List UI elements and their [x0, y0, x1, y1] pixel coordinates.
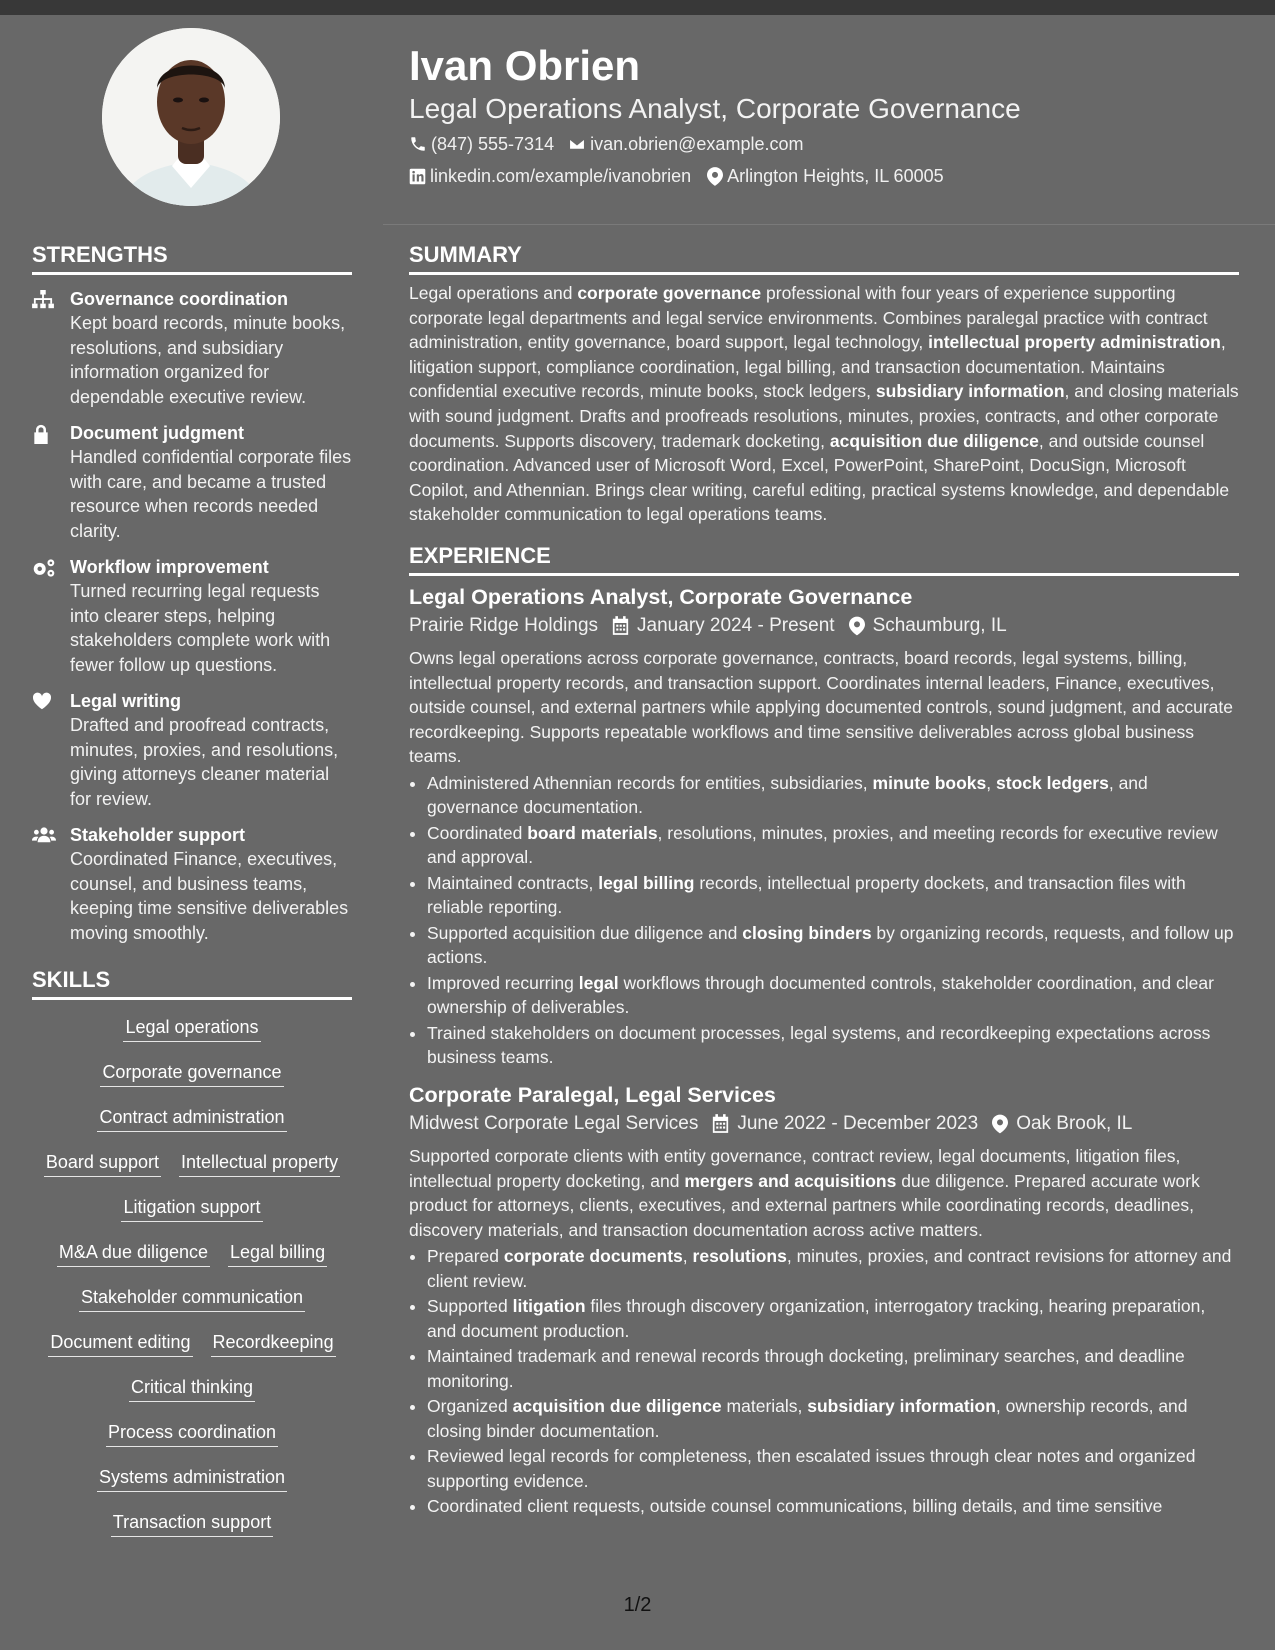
skill-tag: Intellectual property — [179, 1149, 340, 1177]
location-text: Arlington Heights, IL 60005 — [727, 166, 944, 186]
contact-row-2 — [409, 160, 1239, 192]
calendar-icon — [712, 1114, 729, 1133]
job-bullets — [409, 771, 1239, 1070]
strength-title: Document judgment — [70, 423, 244, 443]
left-column — [32, 240, 352, 1554]
summary-text: Legal operations and corporate governance professional with four years of experience supporting corporate legal departments and legal service environments. Combines paralegal practice with contract administration, entity governance, board support, legal technology, intellectual property administration, litigation support, compliance coordination, legal billing, and transaction documentation. Maintains confidential executive records, minute books, stock ledgers, subsidiary information, and closing materials with sound judgment. Drafts and proofreads resolutions, minutes, proxies, contracts, and other corporate documents. Supports discovery, trademark docketing, acquisition due diligence, and outside counsel coordination. Advanced user of Microsoft Word, Excel, PowerPoint, SharePoint, DocuSign, Microsoft Copilot, and Athennian. Brings clear writing, careful editing, practical systems knowledge, and dependable stakeholder communication to legal operations teams. — [409, 283, 1239, 525]
strength-title: Stakeholder support — [70, 825, 246, 845]
skill-row — [32, 1059, 352, 1104]
job-title: Legal Operations Analyst, Corporate Governance — [409, 584, 913, 609]
phone-icon — [409, 135, 427, 153]
skill-tag: Stakeholder communication — [79, 1284, 305, 1312]
skill-row — [32, 1194, 352, 1239]
email-text: ivan.obrien@example.com — [590, 134, 804, 154]
top-bar — [0, 0, 1275, 15]
skill-tag: Legal billing — [228, 1239, 327, 1267]
sitemap-icon — [32, 287, 70, 409]
resume-header — [409, 40, 1239, 192]
job-entry — [409, 582, 1239, 1070]
skill-tag: Critical thinking — [129, 1374, 255, 1402]
job-dates: January 2024 - Present — [637, 614, 835, 636]
skill-tag: Document editing — [48, 1329, 192, 1357]
strength-title: Legal writing — [70, 691, 182, 711]
experience-heading: EXPERIENCE — [409, 541, 1239, 576]
job-meta — [409, 1110, 1239, 1138]
job-bullet: • Prepared corporate documents, resolutions, minutes, proxies, and contract revisions for attorney and client review. — [427, 1244, 1239, 1293]
skill-row — [32, 1464, 352, 1509]
job-title: Corporate Paralegal, Legal Services — [409, 1082, 776, 1107]
skills-heading: SKILLS — [32, 965, 352, 1000]
contact-row-1 — [409, 128, 1239, 160]
email-contact[interactable] — [568, 128, 803, 160]
users-icon — [32, 823, 70, 945]
candidate-name: Ivan Obrien — [409, 42, 641, 89]
job-location: Oak Brook, IL — [1016, 1112, 1133, 1134]
strength-item — [32, 823, 352, 945]
job-bullet: • Coordinated client requests, outside counsel communications, billing details, and time sensitive — [427, 1494, 1239, 1519]
job-company: Prairie Ridge Holdings — [409, 614, 599, 636]
job-company: Midwest Corporate Legal Services — [409, 1112, 699, 1134]
phone-text: (847) 555-7314 — [431, 134, 555, 154]
summary-heading: SUMMARY — [409, 240, 1239, 275]
job-bullet: • Maintained trademark and renewal records through docketing, preliminary searches, and deadline monitoring. — [427, 1344, 1239, 1393]
job-dates: June 2022 - December 2023 — [737, 1112, 979, 1134]
skill-tag: Contract administration — [97, 1104, 286, 1132]
job-bullet: • Supported litigation files through discovery organization, interrogatory tracking, hearing preparation, and document production. — [427, 1294, 1239, 1343]
skill-row — [32, 1014, 352, 1059]
skill-tag: Corporate governance — [100, 1059, 283, 1087]
job-bullet: • Improved recurring legal workflows through documented controls, stakeholder coordination, and clear ownership of deliverables. — [427, 971, 1239, 1020]
linkedin-icon — [409, 168, 426, 185]
strength-item — [32, 287, 352, 409]
strength-item — [32, 421, 352, 543]
job-bullet: • Organized acquisition due diligence materials, subsidiary information, ownership records, and closing binder documentation. — [427, 1394, 1239, 1443]
strength-description: Handled confidential corporate files with care, and became a trusted resource when records needed clarity. — [70, 447, 352, 541]
job-bullet: • Coordinated board materials, resolutions, minutes, proxies, and meeting records for executive review and approval. — [427, 821, 1239, 870]
strengths-list — [32, 287, 352, 945]
strength-item — [32, 555, 352, 677]
map-pin-icon — [849, 616, 865, 636]
header-divider — [383, 224, 1275, 225]
skill-row — [32, 1239, 352, 1284]
map-pin-icon — [707, 167, 723, 186]
strength-title: Governance coordination — [70, 289, 289, 309]
linkedin-text: linkedin.com/example/ivanobrien — [430, 166, 692, 186]
page-number: 1/2 — [623, 1594, 652, 1616]
job-location: Schaumburg, IL — [872, 614, 1007, 636]
candidate-title: Legal Operations Analyst, Corporate Governance — [409, 93, 1021, 124]
strengths-heading: STRENGTHS — [32, 240, 352, 275]
skill-tag: Transaction support — [111, 1509, 273, 1537]
phone-contact[interactable] — [409, 128, 554, 160]
experience-list — [409, 582, 1239, 1519]
job-description: Supported corporate clients with entity governance, contract review, legal documents, litigation files, intellectual property docketing, and mergers and acquisitions due diligence. Prepared accurate work product for attorneys, clients, executives, and external partners while coordinating records, deadlines, discovery materials, and transaction documentation across active matters. — [409, 1145, 1200, 1240]
skill-tag: Board support — [44, 1149, 161, 1177]
skill-tag: M&A due diligence — [57, 1239, 210, 1267]
strength-item — [32, 689, 352, 811]
job-bullet: • Administered Athennian records for entities, subsidiaries, minute books, stock ledgers, and governance documentation. — [427, 771, 1239, 820]
job-bullet: • Maintained contracts, legal billing records, intellectual property dockets, and transaction files with reliable reporting. — [427, 871, 1239, 920]
lock-icon — [32, 421, 70, 543]
strength-description: Turned recurring legal requests into clearer steps, helping stakeholders complete work with fewer follow up questions. — [70, 581, 331, 675]
strength-description: Kept board records, minute books, resolutions, and subsidiary information organized for dependable executive review. — [70, 313, 346, 407]
linkedin-contact[interactable] — [409, 160, 691, 192]
strength-description: Drafted and proofread contracts, minutes, proxies, and resolutions, giving attorneys cleaner material for review. — [70, 715, 339, 809]
skill-row — [32, 1104, 352, 1149]
skill-row — [32, 1329, 352, 1374]
skill-tag: Litigation support — [121, 1194, 262, 1222]
envelope-icon — [568, 135, 586, 153]
skill-row — [32, 1374, 352, 1419]
calendar-icon — [612, 616, 629, 635]
skill-row — [32, 1419, 352, 1464]
skill-row — [32, 1149, 352, 1194]
skill-tag: Recordkeeping — [211, 1329, 336, 1357]
skill-tag: Systems administration — [97, 1464, 287, 1492]
right-column — [409, 240, 1239, 1520]
strength-title: Workflow improvement — [70, 557, 269, 577]
job-meta — [409, 612, 1239, 640]
skill-tag: Legal operations — [123, 1014, 260, 1042]
skills-list — [32, 1014, 352, 1554]
job-entry — [409, 1080, 1239, 1519]
job-description: Owns legal operations across corporate governance, contracts, board records, legal systems, billing, intellectual property records, and transaction support. Coordinates internal leaders, Finance, executives, outside counsel, and external partners while applying documented controls, sound judgment, and accurate recordkeeping. Supports repeatable workflows and time sensitive deliverables across global business teams. — [409, 647, 1233, 767]
job-bullet: • Trained stakeholders on document processes, legal systems, and recordkeeping expectations across business teams. — [427, 1021, 1239, 1070]
skill-tag: Process coordination — [106, 1419, 278, 1447]
job-bullet: • Supported acquisition due diligence and closing binders by organizing records, requests, and follow up actions. — [427, 921, 1239, 970]
map-pin-icon — [992, 1114, 1008, 1134]
gears-icon — [32, 555, 70, 677]
job-bullets — [409, 1244, 1239, 1519]
job-bullet: • Reviewed legal records for completeness, then escalated issues through clear notes and organized supporting evidence. — [427, 1444, 1239, 1493]
skill-row — [32, 1284, 352, 1329]
strength-description: Coordinated Finance, executives, counsel, and business teams, keeping time sensitive deliverables moving smoothly. — [70, 849, 349, 943]
heart-icon — [32, 689, 70, 811]
skill-row — [32, 1509, 352, 1554]
location-contact — [707, 160, 943, 192]
profile-photo — [102, 28, 280, 206]
